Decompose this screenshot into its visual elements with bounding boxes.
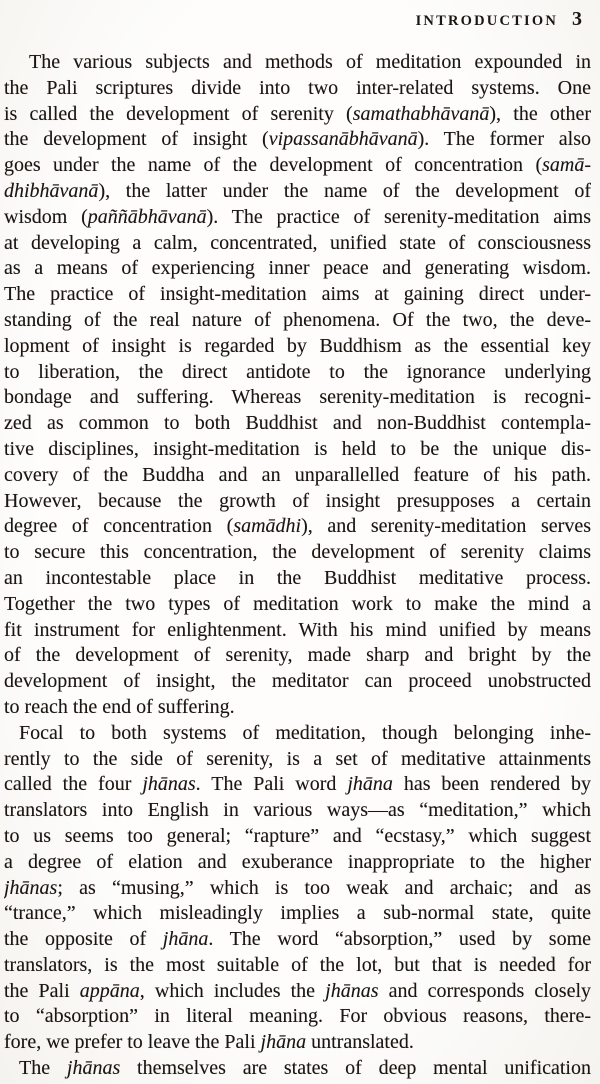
- page-body-text: [3, 50, 595, 1082]
- text-line: [4, 360, 591, 386]
- text-line: [4, 282, 591, 308]
- text-run: . The word “absorption,” used by some: [208, 928, 591, 951]
- text-run: translators, is the most suitable of the lot, but that is needed for: [4, 953, 591, 976]
- text-run: untranslated.: [306, 1031, 414, 1054]
- text-run: the development of insight (: [4, 128, 269, 151]
- text-run: degree of concentration (: [4, 515, 234, 538]
- italic-text-run: jhānas: [66, 1057, 121, 1080]
- text-run: ), the other: [489, 102, 591, 125]
- text-run: ), and serenity-meditation serves: [301, 515, 591, 538]
- italic-text-run: samādhi: [233, 515, 302, 538]
- italic-text-run: samā-: [542, 154, 591, 177]
- italic-text-run: jhānas: [142, 773, 196, 796]
- text-run: fore, we prefer to leave the Pali: [4, 1031, 261, 1054]
- text-run: as a means of experiencing inner peace and generating wisdom.: [4, 257, 591, 280]
- text-line: [4, 721, 591, 747]
- italic-text-run: jhānas: [4, 876, 58, 899]
- text-line: [4, 76, 591, 102]
- text-run: However, because the growth of insight presupposes a certain: [4, 489, 591, 512]
- text-run: standing of the real nature of phenomena. Of the two, the deve-: [4, 308, 591, 331]
- text-line: [4, 592, 591, 618]
- text-line: [4, 876, 591, 902]
- text-line: [4, 979, 591, 1005]
- text-line: [4, 618, 591, 644]
- italic-text-run: jhāna: [347, 773, 393, 796]
- paragraph: [4, 721, 591, 1056]
- text-line: [4, 334, 591, 360]
- text-run: The practice of insight-meditation aims at gaining direct under-: [4, 283, 591, 306]
- text-run: The various subjects and methods of meditation expounded in: [29, 51, 591, 73]
- text-run: translators into English in various ways—as “meditation,” which: [4, 799, 591, 822]
- text-run: rently to the side of serenity, is a set of meditative attainments: [4, 747, 591, 770]
- text-run: zed as common to both Buddhist and non-Buddhist contempla-: [4, 412, 591, 435]
- text-run: wisdom (: [4, 205, 88, 228]
- text-line: [4, 850, 591, 876]
- text-line: [4, 437, 591, 463]
- text-run: the Pali: [4, 979, 80, 1002]
- text-line: [4, 153, 591, 179]
- text-run: the opposite of: [4, 928, 163, 951]
- text-line: [4, 256, 591, 282]
- text-line: [4, 953, 591, 979]
- text-line: [4, 231, 591, 257]
- text-line: [4, 308, 591, 334]
- page-number: 3: [572, 8, 582, 30]
- text-line: [4, 1004, 591, 1030]
- text-run: has been rendered by: [392, 773, 591, 796]
- italic-text-run: vipassanābhāvanā: [268, 128, 418, 151]
- text-run: Together the two types of meditation work to make the mind a: [4, 592, 591, 615]
- text-run: “trance,” which misleadingly implies a sub-normal state, quite: [4, 902, 591, 925]
- text-run: lopment of insight is regarded by Buddhism as the essential key: [4, 334, 591, 357]
- text-run: to us seems too general; “rapture” and “ecstasy,” which suggest: [4, 824, 591, 847]
- text-line: [4, 643, 591, 669]
- text-line: [4, 205, 591, 231]
- text-run: a degree of elation and exuberance inappropriate to the higher: [4, 850, 591, 873]
- text-line: [4, 747, 591, 773]
- italic-text-run: jhāna: [162, 928, 209, 951]
- text-line: [4, 179, 591, 205]
- text-line: [4, 102, 591, 128]
- text-run: Focal to both systems of meditation, though belonging inhe-: [19, 721, 591, 744]
- text-run: the Pali scriptures divide into two inter-related systems. One: [4, 76, 591, 99]
- text-run: covery of the Buddha and an unparallelled feature of his path.: [4, 463, 591, 486]
- text-line: [4, 127, 591, 153]
- text-line: [4, 50, 591, 76]
- italic-text-run: appāna: [79, 979, 140, 1002]
- text-line: [4, 927, 591, 953]
- italic-text-run: jhāna: [260, 1031, 307, 1054]
- italic-text-run: dhibhāvanā: [4, 179, 99, 202]
- text-run: an incontestable place in the Buddhist meditative process.: [4, 566, 591, 589]
- text-line: [4, 463, 591, 489]
- text-run: ). The practice of serenity-meditation aims: [206, 205, 591, 228]
- text-line: [4, 669, 591, 695]
- text-run: The: [19, 1057, 67, 1080]
- text-line: [4, 489, 591, 515]
- text-line: [4, 1056, 591, 1082]
- text-run: to secure this concentration, the development of serenity claims: [4, 541, 591, 564]
- text-run: . The Pali word: [195, 773, 348, 796]
- text-run: , which includes the: [139, 979, 326, 1002]
- text-line: [4, 824, 591, 850]
- text-run: ). The former also: [417, 128, 591, 151]
- text-run: ; as “musing,” which is too weak and archaic; and as: [57, 876, 591, 899]
- text-line: [4, 385, 591, 411]
- text-line: [4, 695, 591, 721]
- italic-text-run: paññābhāvanā: [87, 205, 207, 228]
- text-run: tive disciplines, insight-meditation is held to be the unique dis-: [4, 437, 591, 460]
- text-line: [4, 798, 591, 824]
- text-run: and corresponds closely: [378, 979, 591, 1002]
- text-line: [4, 540, 591, 566]
- paragraph: [4, 50, 591, 721]
- text-run: ), the latter under the name of the development of: [98, 179, 591, 202]
- text-run: fit instrument for enlightenment. With his mind unified by means: [4, 618, 591, 641]
- running-title: INTRODUCTION: [415, 13, 558, 29]
- text-run: of the development of serenity, made sharp and bright by the: [4, 644, 591, 667]
- text-run: goes under the name of the development of concentration (: [4, 154, 543, 177]
- text-line: [4, 772, 591, 798]
- running-head: [3, 8, 595, 34]
- text-run: at developing a calm, concentrated, unified state of consciousness: [4, 231, 591, 254]
- text-run: development of insight, the meditator can proceed unobstructed: [4, 670, 591, 693]
- text-run: themselves are states of deep mental unification: [120, 1057, 591, 1080]
- text-run: to “absorption” in literal meaning. For obvious reasons, there-: [4, 1005, 591, 1028]
- text-run: to reach the end of suffering.: [4, 695, 235, 718]
- text-line: [4, 514, 591, 540]
- text-line: [4, 566, 591, 592]
- text-run: bondage and suffering. Whereas serenity-meditation is recogni-: [4, 386, 591, 409]
- text-run: called the four: [4, 773, 143, 796]
- text-run: is called the development of serenity (: [4, 102, 353, 125]
- text-line: [4, 411, 591, 437]
- italic-text-run: jhānas: [325, 979, 379, 1002]
- text-line: [4, 1030, 591, 1056]
- text-run: to liberation, the direct antidote to the ignorance underlying: [4, 360, 591, 383]
- text-line: [4, 901, 591, 927]
- paragraph: [4, 1056, 591, 1082]
- italic-text-run: samathabhāvanā: [352, 102, 490, 125]
